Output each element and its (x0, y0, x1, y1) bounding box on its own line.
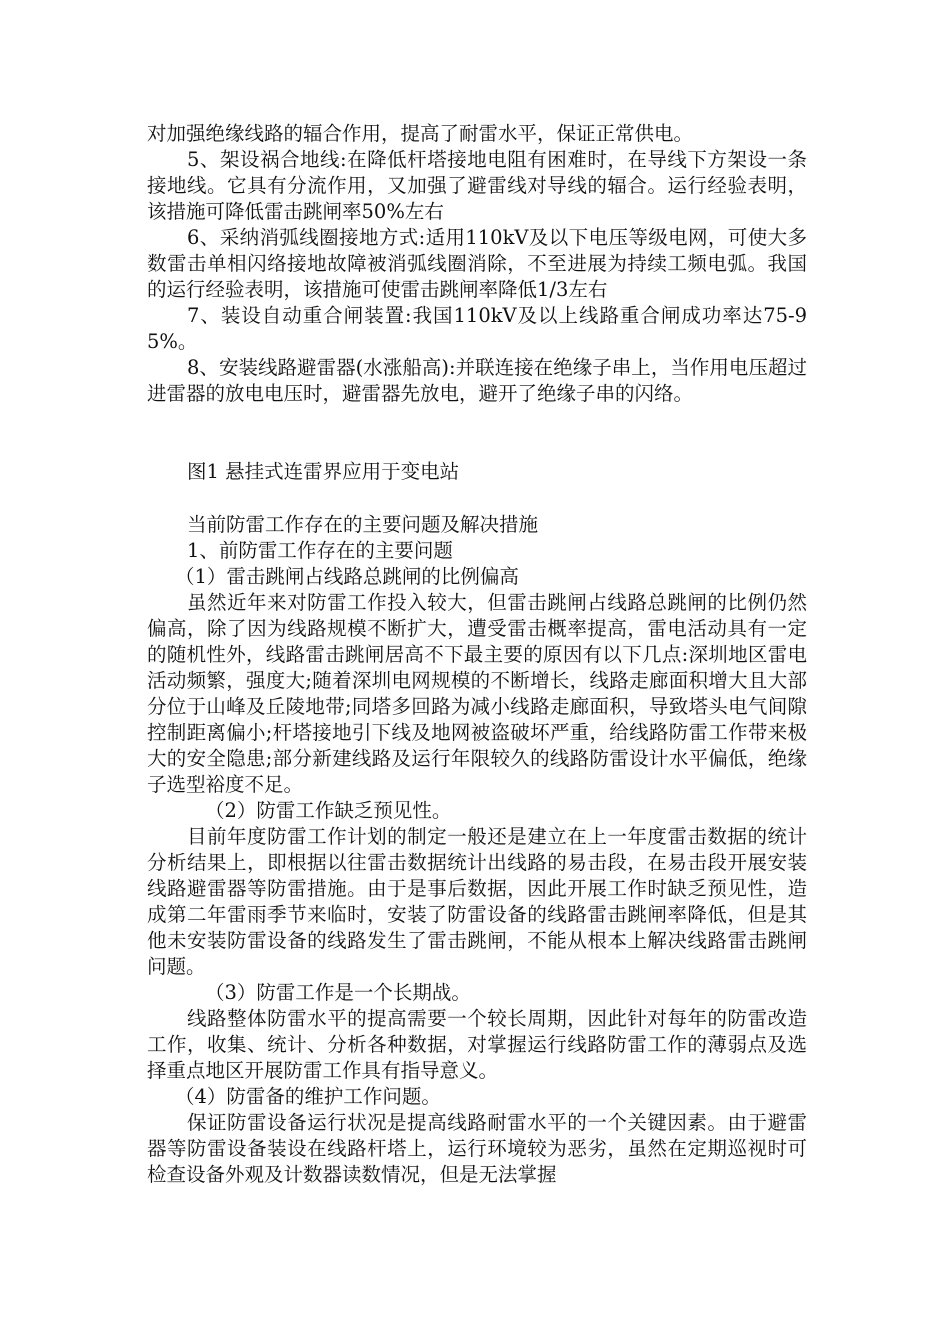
paragraph-item-7: 7、装设自动重合闸装置:我国110kV及以上线路重合闸成功率达75-95%。 (147, 304, 807, 353)
subsection-heading: 1、前防雷工作存在的主要问题 (187, 539, 453, 562)
paragraph-item-6: 6、采纳消弧线圈接地方式:适用110kV及以下电压等级电网，可使大多数雷击单相闪络接地故障被消弧线圈消除，不至进展为持续工频电弧。我国的运行经验表明，该措施可使雷击跳闸率降低1/3左右 (147, 226, 807, 301)
paragraph-item-8: 8、安装线路避雷器(水涨船高):并联连接在绝缘子串上，当作用电压超过进雷器的放电电压时，避雷器先放电，避开了绝缘子串的闪络。 (147, 356, 807, 405)
issue-4-body: 保证防雷设备运行状况是提高线路耐雷水平的一个关键因素。由于避雷器等防雷设备装设在线路杆塔上，运行环境较为恶劣，虽然在定期巡视时可检查设备外观及计数器读数情况，但是无法掌握 (147, 1111, 807, 1186)
document-body (147, 121, 807, 1188)
figure-gap (147, 407, 807, 459)
figure-caption: 图1 悬挂式连雷界应用于变电站 (187, 460, 460, 483)
issue-3-heading: （3）防雷工作是一个长期战。 (205, 981, 471, 1004)
issue-1-heading: （1）雷击跳闸占线路总跳闸的比例偏高 (175, 565, 519, 588)
paragraph-item-5: 5、架设祸合地线:在降低杆塔接地电阻有困难时，在导线下方架设一条接地线。它具有分流作用，又加强了避雷线对导线的辐合。运行经验表明，该措施可降低雷击跳闸率50%左右 (147, 148, 807, 223)
issue-1-body: 虽然近年来对防雷工作投入较大，但雷击跳闸占线路总跳闸的比例仍然偏高，除了因为线路规模不断扩大，遭受雷击概率提高，雷电活动具有一定的随机性外，线路雷击跳闸居高不下最主要的原因有以下几点:深圳地区雷电活动频繁，强度大;随着深圳电网规模的不断增长，线路走廊面积增大且大部分位于山峰及丘陵地带;同塔多回路为减小线路走廊面积，导致塔头电气间隙控制距离偏小;杆塔接地引下线及地网被盗破坏严重，给线路防雷工作带来极大的安全隐患;部分新建线路及运行年限较久的线路防雷设计水平偏低，绝缘子选型裕度不足。 (147, 591, 807, 796)
section-gap (147, 485, 807, 512)
section-heading: 当前防雷工作存在的主要问题及解决措施 (187, 513, 539, 536)
issue-3-body: 线路整体防雷水平的提高需要一个较长周期，因此针对每年的防雷改造工作，收集、统计、分析各种数据，对掌握运行线路防雷工作的薄弱点及选择重点地区开展防雷工作具有指导意义。 (147, 1007, 807, 1082)
paragraph-coupling-effect: 对加强绝缘线路的辐合作用，提高了耐雷水平，保证正常供电。 (147, 122, 694, 145)
issue-2-body: 目前年度防雷工作计划的制定一般还是建立在上一年度雷击数据的统计分析结果上，即根据以往雷击数据统计出线路的易击段，在易击段开展安装线路避雷器等防雷措施。由于是事后数据，因此开展工作时缺乏预见性，造成第二年雷雨季节来临时，安装了防雷设备的线路雷击跳闸率降低，但是其他未安装防雷设备的线路发生了雷击跳闸，不能从根本上解决线路雷击跳闸问题。 (147, 825, 807, 978)
issue-2-heading: （2）防雷工作缺乏预见性。 (205, 799, 452, 822)
issue-4-heading: （4）防雷备的维护工作问题。 (175, 1085, 441, 1108)
